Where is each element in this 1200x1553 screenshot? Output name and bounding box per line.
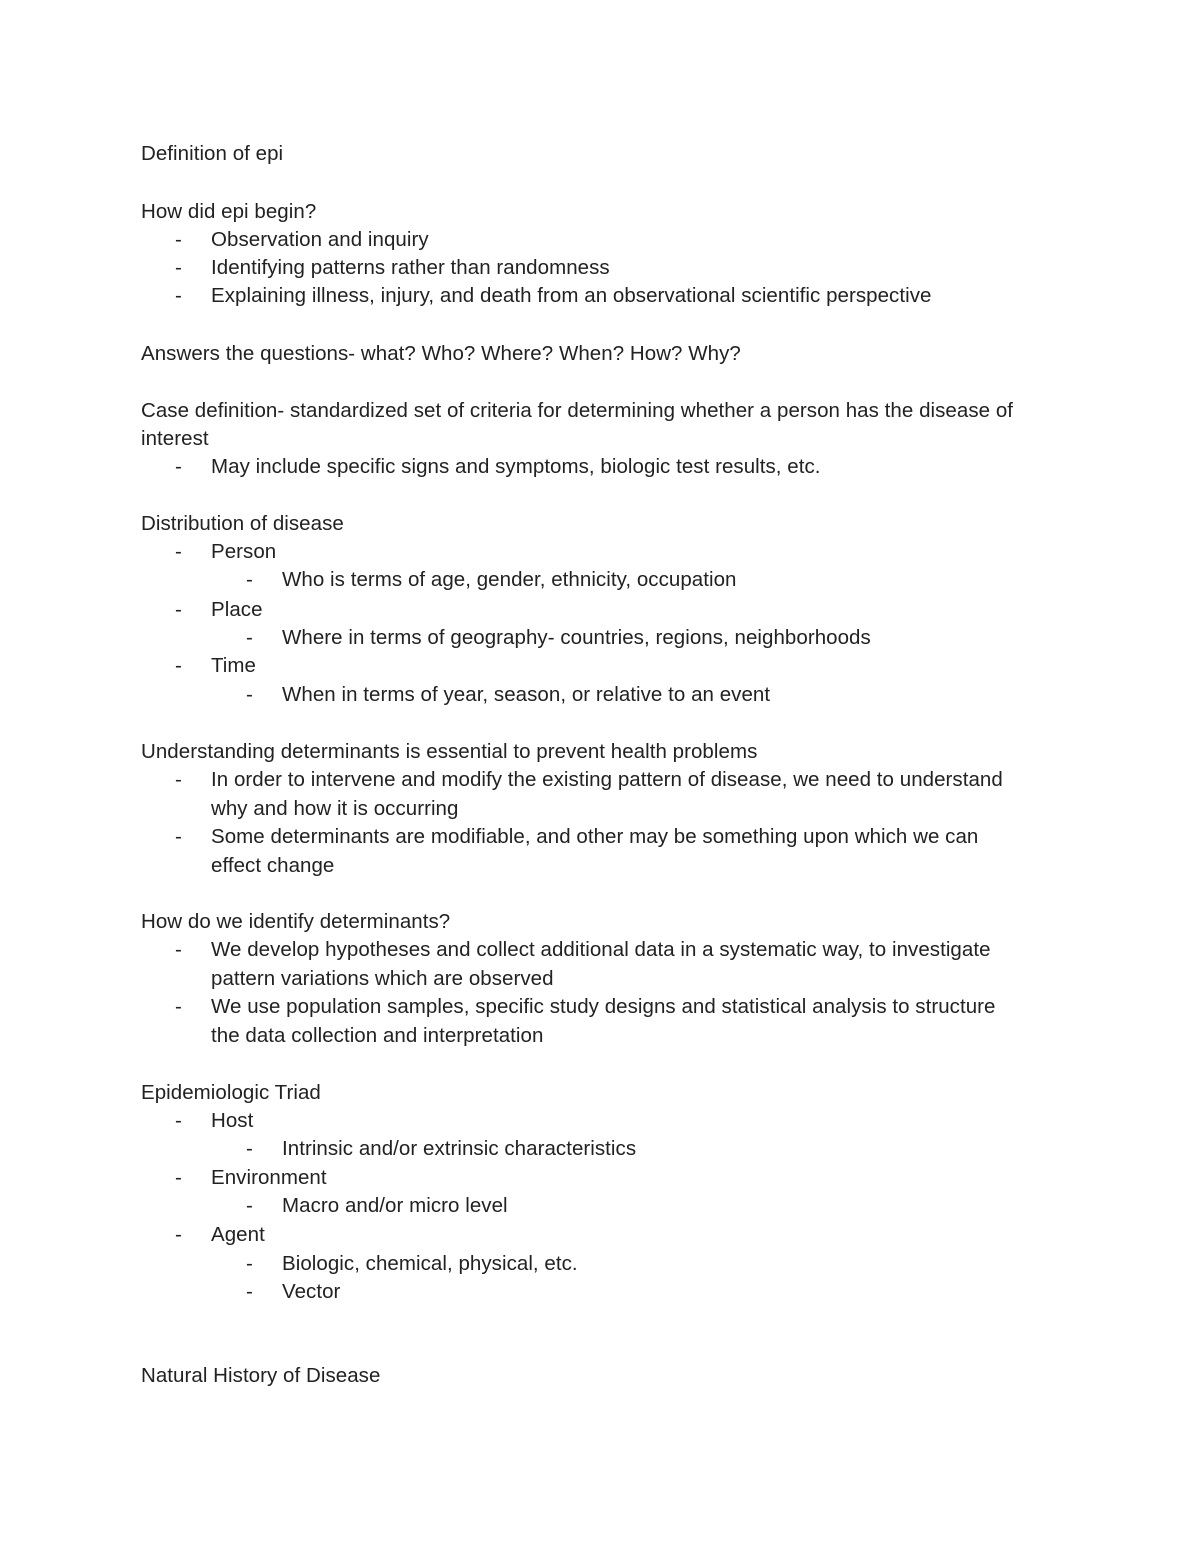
list-item: Agent: [211, 1223, 265, 1246]
list-item: Host: [211, 1109, 254, 1132]
bullet-dash: -: [175, 598, 182, 621]
list-item: Environment: [211, 1166, 327, 1189]
bullet-dash: -: [175, 938, 182, 961]
sub-list-item: Who is terms of age, gender, ethnicity, occupation: [282, 568, 737, 591]
sub-list-item: Vector: [282, 1280, 341, 1303]
sub-list-item: Macro and/or micro level: [282, 1194, 508, 1217]
heading-determinants: Understanding determinants is essential to prevent health problems: [141, 740, 758, 763]
list-item: Identifying patterns rather than randomness: [211, 256, 610, 279]
bullet-dash: -: [175, 256, 182, 279]
bullet-dash: -: [246, 683, 253, 706]
bullet-dash: -: [246, 626, 253, 649]
bullet-dash: -: [246, 1137, 253, 1160]
list-item: We develop hypotheses and collect additional data in a systematic way, to investigate: [211, 938, 991, 961]
bullet-dash: -: [175, 995, 182, 1018]
heading-triad: Epidemiologic Triad: [141, 1081, 321, 1104]
list-item: May include specific signs and symptoms, biologic test results, etc.: [211, 455, 821, 478]
case-definition-line: interest: [141, 427, 209, 450]
list-item-continuation: why and how it is occurring: [211, 797, 459, 820]
bullet-dash: -: [175, 768, 182, 791]
list-item: We use population samples, specific study designs and statistical analysis to structure: [211, 995, 996, 1018]
list-item: Some determinants are modifiable, and other may be something upon which we can: [211, 825, 979, 848]
bullet-dash: -: [175, 1109, 182, 1132]
sub-list-item: When in terms of year, season, or relative to an event: [282, 683, 771, 706]
bullet-dash: -: [175, 284, 182, 307]
list-item: Explaining illness, injury, and death from an observational scientific perspective: [211, 284, 932, 307]
bullet-dash: -: [246, 1280, 253, 1303]
bullet-dash: -: [175, 825, 182, 848]
list-item-continuation: effect change: [211, 854, 335, 877]
list-item-continuation: the data collection and interpretation: [211, 1024, 544, 1047]
heading-distribution: Distribution of disease: [141, 512, 344, 535]
list-item: Time: [211, 654, 256, 677]
bullet-dash: -: [175, 1223, 182, 1246]
bullet-dash: -: [175, 228, 182, 251]
heading-how-began: How did epi begin?: [141, 200, 317, 223]
list-item-continuation: pattern variations which are observed: [211, 967, 554, 990]
bullet-dash: -: [246, 1252, 253, 1275]
list-item: Person: [211, 540, 277, 563]
answers-questions-text: Answers the questions- what? Who? Where? When? How? Why?: [141, 342, 741, 365]
bullet-dash: -: [175, 455, 182, 478]
heading-definition: Definition of epi: [141, 142, 284, 165]
list-item: In order to intervene and modify the existing pattern of disease, we need to understand: [211, 768, 1003, 791]
bullet-dash: -: [175, 654, 182, 677]
bullet-dash: -: [175, 1166, 182, 1189]
bullet-dash: -: [246, 1194, 253, 1217]
sub-list-item: Where in terms of geography- countries, regions, neighborhoods: [282, 626, 871, 649]
sub-list-item: Intrinsic and/or extrinsic characteristics: [282, 1137, 637, 1160]
bullet-dash: -: [175, 540, 182, 563]
heading-identify: How do we identify determinants?: [141, 910, 451, 933]
case-definition-line: Case definition- standardized set of criteria for determining whether a person has the disease of: [141, 399, 1014, 422]
list-item: Observation and inquiry: [211, 228, 429, 251]
heading-natural-history: Natural History of Disease: [141, 1364, 381, 1387]
list-item: Place: [211, 598, 263, 621]
sub-list-item: Biologic, chemical, physical, etc.: [282, 1252, 578, 1275]
bullet-dash: -: [246, 568, 253, 591]
